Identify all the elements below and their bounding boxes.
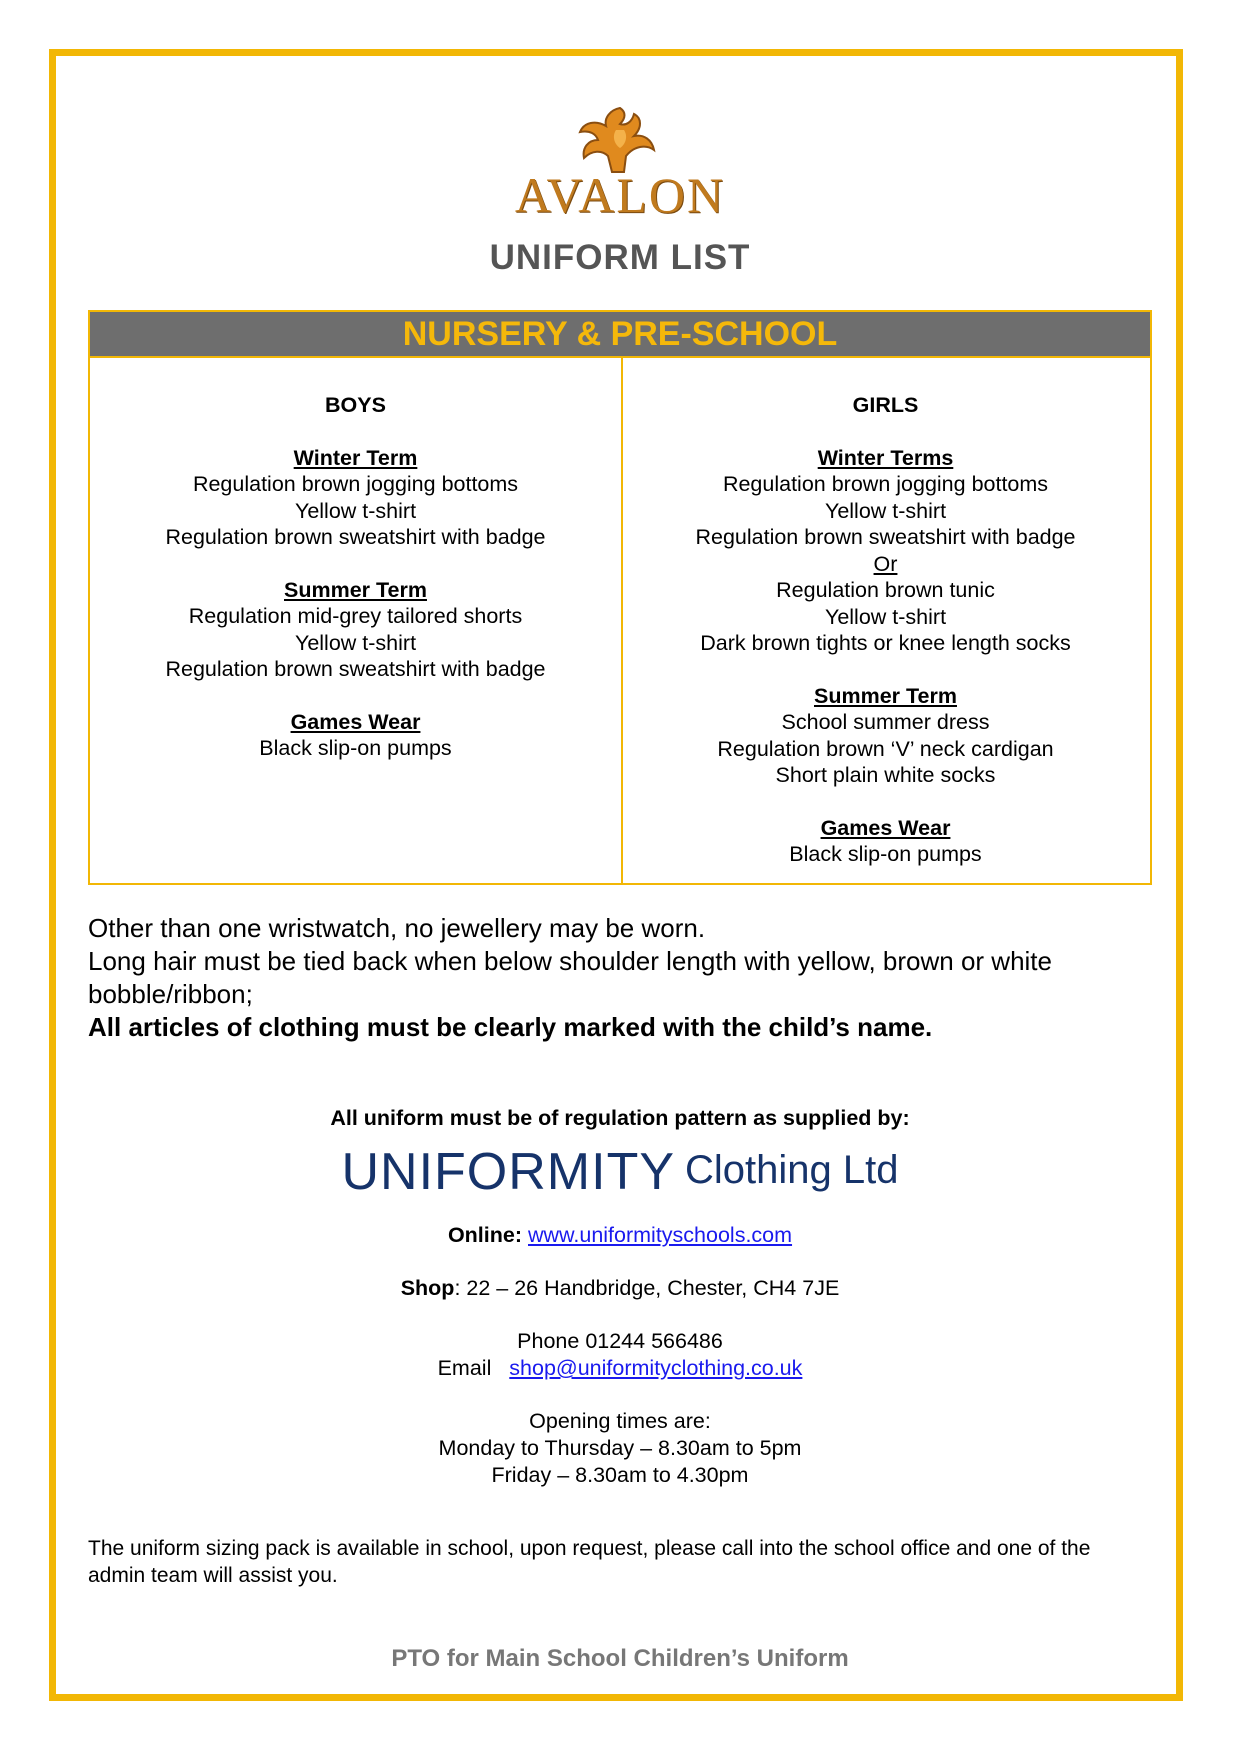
or-separator: Or — [873, 551, 898, 576]
list-item: Short plain white socks — [775, 763, 996, 787]
supplier-intro: All uniform must be of regulation pattern as supplied by: — [330, 1106, 910, 1130]
shop-address: : 22 – 26 Handbridge, Chester, CH4 7JE — [454, 1276, 840, 1300]
list-item: Regulation brown jogging bottoms — [722, 472, 1049, 496]
section-title: Games Wear — [290, 709, 421, 734]
list-item: Regulation brown tunic — [776, 578, 995, 602]
hours-fri: Friday – 8.30am to 4.30pm — [491, 1463, 749, 1487]
shop-line — [0, 1275, 1240, 1302]
list-item: Yellow t-shirt — [294, 630, 417, 655]
table-heading: NURSERY & PRE-SCHOOL — [90, 312, 1150, 358]
phone-label: Phone — [517, 1329, 580, 1353]
phone-number: 01244 566486 — [585, 1329, 723, 1353]
list-item: Regulation brown sweatshirt with badge — [165, 525, 546, 549]
section-title: Summer Term — [814, 683, 957, 708]
avalon-logo — [500, 100, 740, 225]
girls-games-section — [621, 815, 1150, 868]
online-label: Online: — [447, 1223, 523, 1247]
shop-label: Shop — [400, 1276, 455, 1300]
rule-labelling: All articles of clothing must be clearly marked with the child’s name. — [88, 1012, 933, 1042]
uniform-rules — [88, 912, 1152, 1044]
phone-line — [0, 1328, 1240, 1355]
section-title: Games Wear — [820, 815, 951, 840]
boys-winter-section — [90, 445, 621, 551]
list-item: Regulation brown jogging bottoms — [192, 472, 519, 496]
boys-heading: BOYS — [325, 393, 386, 417]
section-title: Winter Term — [293, 445, 418, 470]
list-item: Regulation brown sweatshirt with badge — [695, 525, 1076, 549]
girls-heading: GIRLS — [852, 393, 919, 417]
hours-mon-thu: Monday to Thursday – 8.30am to 5pm — [438, 1436, 802, 1460]
girls-column — [621, 358, 1150, 883]
opening-title: Opening times are: — [529, 1409, 711, 1433]
opening-times — [0, 1408, 1240, 1489]
list-item: Regulation brown sweatshirt with badge — [165, 657, 546, 681]
sizing-note: The uniform sizing pack is available in school, upon request, please call into the school office and one of the admin team will assist you. — [88, 1537, 1091, 1587]
list-item: Regulation brown ‘V’ neck cardigan — [717, 736, 1054, 761]
list-item: Black slip-on pumps — [259, 736, 452, 760]
email-line — [0, 1355, 1240, 1382]
email-label: Email — [437, 1356, 492, 1380]
section-title: Summer Term — [284, 577, 427, 602]
logo-wordmark: AVALON — [514, 167, 726, 223]
list-item: Yellow t-shirt — [294, 498, 417, 523]
pto-note: PTO for Main School Children’s Uniform — [391, 1645, 849, 1672]
rule-jewellery: Other than one wristwatch, no jewellery may be worn. — [88, 913, 706, 943]
website-link[interactable]: www.uniformityschools.com — [528, 1223, 793, 1247]
boys-summer-section — [90, 577, 621, 683]
list-item: Dark brown tights or knee length socks — [700, 631, 1071, 655]
section-title: Winter Terms — [817, 445, 954, 470]
online-line — [0, 1222, 1240, 1249]
uniform-table — [88, 310, 1152, 885]
list-item: School summer dress — [781, 710, 990, 734]
uniformity-logo — [0, 1142, 1240, 1202]
list-item: Yellow t-shirt — [824, 604, 947, 629]
boys-column — [90, 358, 623, 883]
brand-name: UNIFORMITY — [341, 1143, 676, 1201]
boys-games-section — [90, 709, 621, 762]
girls-winter-section — [621, 445, 1150, 657]
page-title: UNIFORM LIST — [489, 238, 751, 277]
email-link[interactable]: shop@uniformityclothing.co.uk — [509, 1356, 803, 1380]
list-item: Black slip-on pumps — [789, 842, 982, 866]
brand-suffix: Clothing Ltd — [685, 1148, 899, 1192]
list-item: Regulation mid-grey tailored shorts — [188, 604, 523, 628]
list-item: Yellow t-shirt — [824, 498, 947, 523]
girls-summer-section — [621, 683, 1150, 789]
rule-hair: Long hair must be tied back when below shoulder length with yellow, brown or white bobble/ribbon; — [88, 946, 1052, 1009]
